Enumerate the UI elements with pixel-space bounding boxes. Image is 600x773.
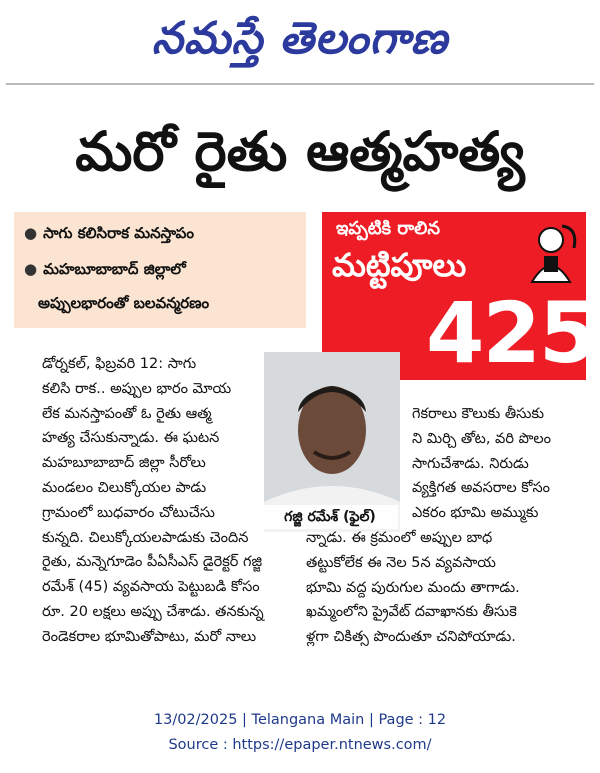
summary-bullet [24, 224, 194, 246]
summary-bullet [24, 260, 186, 282]
article-line: కున్నది. చిలుక్కోయలపాడుకు చెందిన [42, 529, 249, 546]
bullet-dot-icon: ● [24, 224, 38, 242]
article-left-column [42, 352, 231, 526]
article-line: హత్య చేసుకున్నాడు. ఈ ఘటన [42, 430, 220, 447]
summary-text: సాగు కలిసిరాక మనస్తాపం [43, 224, 194, 242]
article-line: న్నాడు. ఈ క్రమంలో అప్పుల బాధ [306, 530, 493, 546]
article-right-column-lower [306, 526, 520, 650]
headline: మరో రైతు ఆత్మహత్య [75, 120, 525, 183]
bullet-dot-icon: ● [24, 260, 38, 278]
article-line: రెండెకరాల భూమితోపాటు, మరో నాలు [42, 628, 257, 645]
summary-text: అప్పులభారంతో బలవన్మరణం [38, 294, 210, 312]
farmer-illustration-icon [522, 220, 580, 290]
footer-date-page: 13/02/2025 | Telangana Main | Page : 12 [153, 712, 447, 728]
article-line: తట్టుకోలేక ఈ నెల 5న వ్యవసాయ [306, 554, 496, 571]
article-line: డోర్నకల్, ఫిబ్రవరి 12: సాగు [42, 356, 197, 372]
masthead: నమస్తే తెలంగాణ [151, 13, 449, 64]
article-line: గెకరాలు కౌలుకు తీసుకు [412, 406, 544, 422]
summary-text: మహబూబాబాద్ జిల్లాలో [43, 260, 186, 278]
article-line: ఖమ్మంలోని ప్రైవేట్ దవాఖానకు తీసుకె [306, 604, 517, 621]
photo-caption: గజ్జి రమేశ్ (ఫైల్) [262, 505, 398, 529]
article-line: వ్యక్తిగత అవసరాల కోసం [412, 480, 550, 497]
masthead-divider [6, 83, 594, 85]
summary-box [14, 212, 306, 328]
article-line: రూ. 20 లక్షలు అప్పు చేశాడు. తనకున్న [42, 603, 264, 620]
death-count-number: 425 [426, 284, 596, 382]
article-line: కలిసి రాక.. అప్పుల భారం మోయ [42, 380, 232, 397]
summary-bullet-continuation [38, 294, 209, 316]
article-line: భూమి వద్ద పురుగుల మందు తాగాడు. [306, 579, 520, 596]
article-left-column-lower [42, 526, 264, 650]
article-line: రైతు, మన్నెగూడెం పీఏసీఎస్ డైరెక్టర్ గజ్జి [42, 554, 263, 571]
article-right-column-upper [412, 402, 551, 526]
article-line: సాగుచేశాడు. నిరుడు [412, 455, 529, 472]
footer-source: Source : https://epaper.ntnews.com/ [168, 737, 432, 753]
article-line: ఎకరం భూమి అమ్ముకు [412, 505, 539, 522]
article-line: గ్రామంలో బుధవారం చోటుచేసు [42, 504, 215, 521]
article-line: ళ్లగా చికిత్స పొందుతూ చనిపోయాడు. [306, 629, 516, 646]
article-line: మహబూబాబాద్ జిల్లా సీరోలు [42, 455, 206, 472]
article-line: ని మిర్చి తోట, వరి పొలం [412, 430, 551, 447]
article-line: రమేశ్ (45) వ్యవసాయ పెట్టుబడి కోసం [42, 579, 260, 596]
article-line: మండలం చిలుక్కోయల పాడు [42, 479, 207, 496]
death-count-label-1: ఇప్పటికి రాలిన [336, 218, 440, 239]
death-count-label-2: మట్టిపూలు [332, 246, 467, 284]
article-line: లేక మనస్తాపంతో ఓ రైతు ఆత్మ [42, 405, 212, 422]
